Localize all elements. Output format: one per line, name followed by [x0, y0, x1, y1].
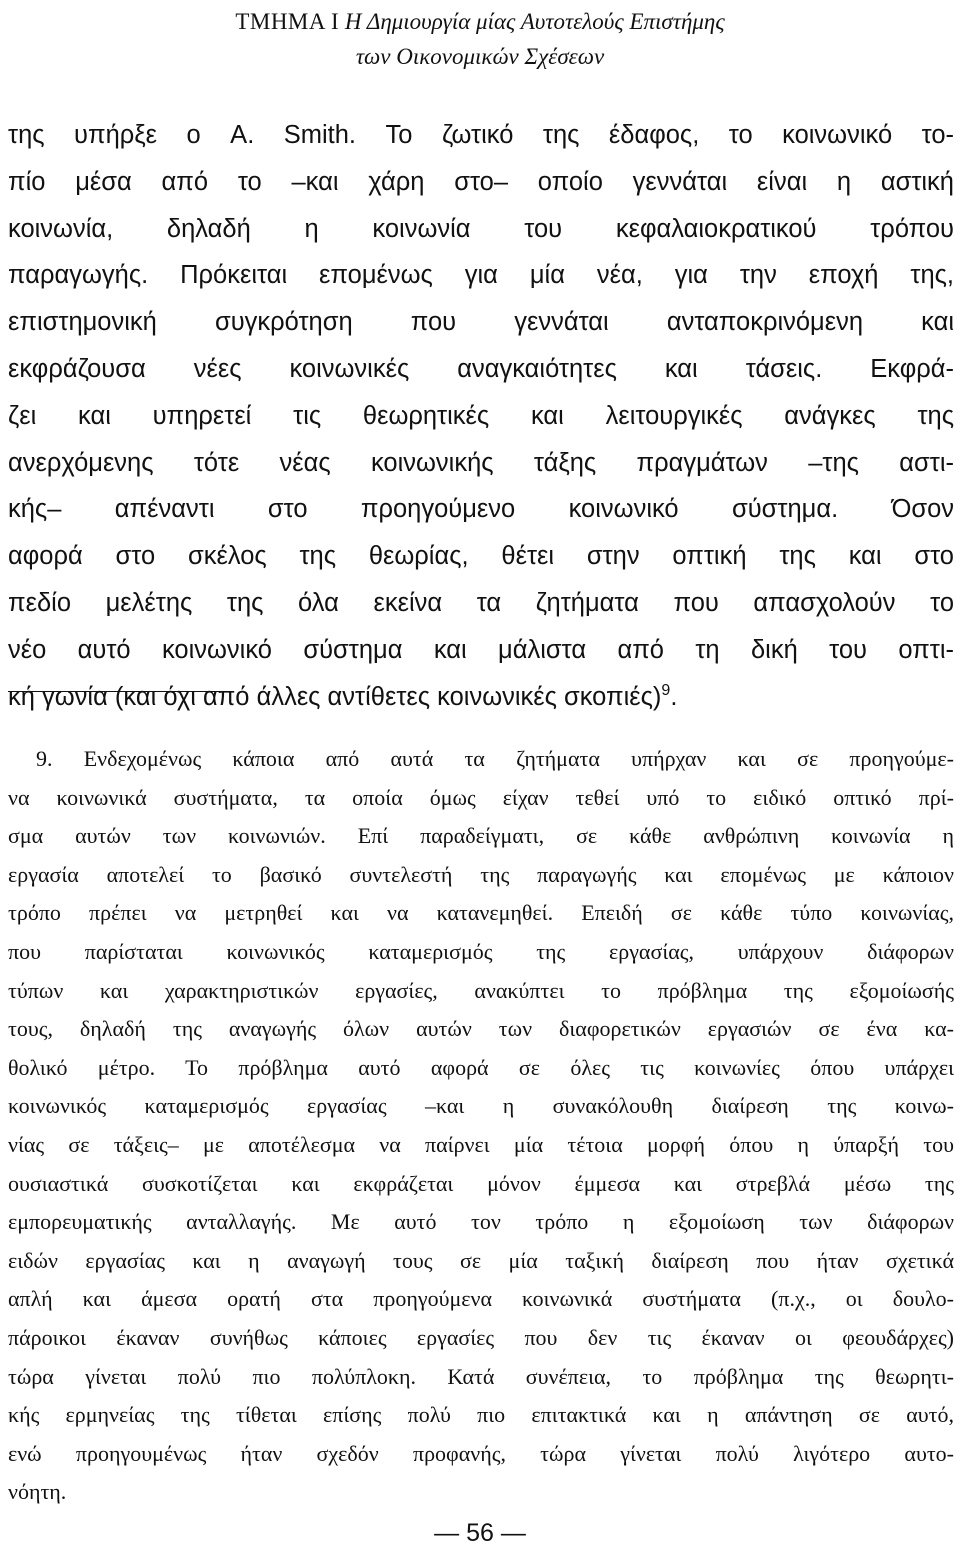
header-line-1	[0, 4, 960, 39]
body-line: επιστημονική συγκρότηση που γεννάται ανταποκρινόμενη και	[8, 308, 954, 337]
section-label: ΤΜΗΜΑ Ι	[235, 9, 340, 34]
footnote-line: που παρίσταται κοινωνικός καταμερισμός της εργασίας, υπάρχουν διάφορων	[8, 938, 954, 964]
footnote-line: ενώ προηγουμένως ήταν σχεδόν προφανής, τώρα γίνεται πολύ λιγότερο αυτο-	[8, 1440, 954, 1466]
body-line: ζει και υπηρετεί τις θεωρητικές και λειτουργικές ανάγκες της	[8, 401, 954, 430]
footnote-line: τους, δηλαδή της αναγωγής όλων αυτών των διαφορετικών εργασιών σε ένα κα-	[8, 1016, 954, 1042]
footnote-line: να κοινωνικά συστήματα, τα οποία όμως είχαν τεθεί υπό το ειδικό οπτικό πρί-	[8, 784, 954, 810]
footnote-line: τώρα γίνεται πολύ πιο πολύπλοκη. Κατά συνέπεια, το πρόβλημα της θεωρητι-	[8, 1363, 954, 1389]
chapter-title-line-2: των Οικονομικών Σχέσεων	[355, 44, 605, 69]
body-line: παραγωγής. Πρόκειται επομένως για μία νέα, για την εποχή της,	[8, 261, 954, 290]
footnote	[8, 740, 954, 1512]
footnote-line: εμπορευματικής ανταλλαγής. Με αυτό τον τρόπο η εξομοίωση των διάφορων	[8, 1209, 954, 1235]
footnote-line: εργασία αποτελεί το βασικό συντελεστή της παραγωγής και επομένως με κάποιον	[8, 861, 954, 887]
body-line: πεδίο μελέτης της όλα εκείνα τα ζητήματα που απασχολούν το	[8, 588, 954, 617]
footnote-line: τρόπο πρέπει να μετρηθεί και να κατανεμηθεί. Επειδή σε κάθε τύπο κοινωνίας,	[8, 900, 954, 926]
page-number: — 56 —	[434, 1519, 526, 1547]
body-line: αφορά στο σκέλος της θεωρίας, θέτει στην οπτική της και στο	[8, 542, 954, 571]
footnote-line: κοινωνικός καταμερισμός εργασίας –και η συνακόλουθη διαίρεση της κοινω-	[8, 1093, 954, 1119]
body-line-last	[8, 674, 954, 721]
body-line: νέο αυτό κοινωνικό σύστημα και μάλιστα από τη δική του οπτι-	[8, 635, 954, 664]
body-last-text: κή γωνία (και όχι από άλλες αντίθετες κοινωνικές σκοπιές)	[8, 682, 662, 711]
footnote-line: ουσιαστικά συσκοτίζεται και εκφράζεται μόνον έμμεσα και στρεβλά μέσω της	[8, 1170, 954, 1196]
footnote-divider	[8, 691, 226, 692]
footnote-line: θολικό μέτρο. Το πρόβλημα αυτό αφορά σε όλες τις κοινωνίες όπου υπάρχει	[8, 1054, 954, 1080]
footnote-line-last: νόητη.	[8, 1479, 67, 1505]
body-line: της υπήρξε ο A. Smith. Το ζωτικό της έδαφος, το κοινωνικό το-	[8, 121, 954, 149]
footnote-reference[interactable]: 9	[661, 681, 671, 699]
body-line: κής– απέναντι στο προηγούμενο κοινωνικό σύστημα. Όσον	[8, 495, 954, 524]
footnote-line: σμα αυτών των κοινωνιών. Επί παραδείγματι, σε κάθε ανθρώπινη κοινωνία η	[8, 823, 954, 849]
body-line: πίο μέσα από το –και χάρη στο– οποίο γεννάται είναι η αστική	[8, 167, 954, 196]
footnote-line: πάροικοι έκαναν συνήθως κάποιες εργασίες που δεν τις έκαναν οι φεουδάρχες)	[8, 1324, 954, 1350]
body-text	[8, 112, 954, 720]
body-line: εκφράζουσα νέες κοινωνικές αναγκαιότητες και τάσεις. Εκφρά-	[8, 354, 954, 383]
footnote-line: απλή και άμεσα ορατή στα προηγούμενα κοινωνικά συστήματα (π.χ., οι δουλο-	[8, 1286, 954, 1312]
footnote-line: κής ερμηνείας της τίθεται επίσης πολύ πιο επιτακτικά και η απάντηση σε αυτό,	[8, 1402, 954, 1428]
chapter-title-line-1: Η Δημιουργία μίας Αυτοτελούς Επιστήμης	[344, 9, 725, 34]
footnote-line: ειδών εργασίας και η αναγωγή τους σε μία ταξική διαίρεση που ήταν σχετικά	[8, 1247, 954, 1273]
body-last-punct: .	[670, 682, 678, 711]
footnote-line: 9. Ενδεχομένως κάποια από αυτά τα ζητήματα υπήρχαν και σε προηγούμε-	[36, 746, 954, 771]
running-header	[0, 4, 960, 74]
body-line: κοινωνία, δηλαδή η κοινωνία του κεφαλαιοκρατικού τρόπου	[8, 214, 954, 243]
footnote-line: νίας σε τάξεις– με αποτέλεσμα να παίρνει μία τέτοια μορφή όπου η ύπαρξή του	[8, 1131, 954, 1157]
body-line: ανερχόμενης τότε νέας κοινωνικής τάξης πραγμάτων –της αστι-	[8, 448, 954, 477]
footnote-line: τύπων και χαρακτηριστικών εργασίες, ανακύπτει το πρόβλημα της εξομοίωσής	[8, 977, 954, 1003]
